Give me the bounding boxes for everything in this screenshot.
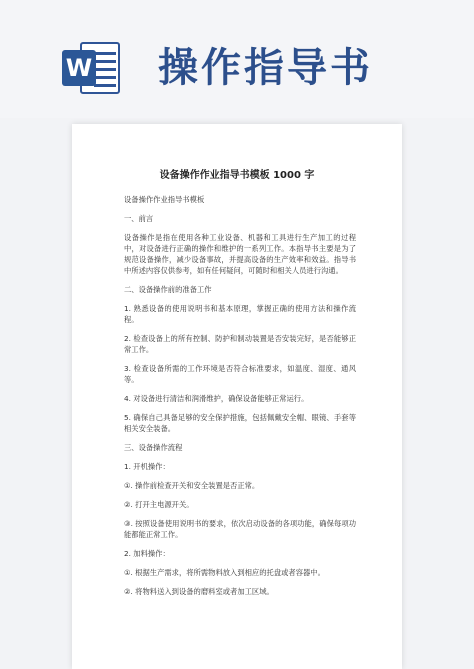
sub-heading-startup: 1. 开机操作：	[124, 462, 170, 471]
paragraph-step: ①. 根据生产需求，将所需物料放入到相应的托盘或者容器中。	[124, 568, 325, 577]
paragraph-step: ②. 将物料送入到设备的磨料室或者加工区域。	[124, 587, 274, 596]
paragraph-item: 4. 对设备进行清洁和润滑维护，确保设备能够正常运行。	[124, 394, 309, 403]
paragraph-preface: 设备操作是指在使用各种工业设备、机器和工具进行生产加工的过程中，对设备进行正确的操作和维护的一系列工作。本指导书主要是为了规范设备操作，减少设备事故，并提高设备的生产效率和效益。指导书中所述内容仅供参考，如有任何疑问，可随时和相关人员进行沟通。	[124, 233, 356, 275]
document-page	[72, 124, 402, 669]
paragraph-item: 5. 确保自己具备足够的安全保护措施，包括佩戴安全帽、眼镜、手套等相关安全装备。	[124, 413, 356, 433]
word-app-icon	[62, 38, 122, 98]
paragraph-item: 3. 检查设备所需的工作环境是否符合标准要求，如温度、湿度、通风等。	[124, 364, 356, 384]
document-body	[124, 194, 356, 605]
paragraph-step: ②. 打开主电源开关。	[124, 500, 194, 509]
document-title: 设备操作作业指导书模板 1000 字	[159, 170, 315, 181]
word-logo-letter: W	[62, 50, 96, 86]
paragraph-item: 2. 检查设备上的所有控制、防护和制动装置是否安装完好，是否能够正常工作。	[124, 334, 356, 354]
section-heading-process: 三、设备操作流程	[124, 443, 183, 452]
paragraph-item: 1. 熟悉设备的使用说明书和基本原理，掌握正确的使用方法和操作流程。	[124, 304, 356, 324]
paragraph-step: ③. 按照设备使用说明书的要求，依次启动设备的各项功能，确保每项功能都能正常工作。	[124, 519, 356, 539]
banner-title: 操作指导书	[158, 45, 373, 91]
sub-heading-feeding: 2. 加料操作：	[124, 549, 170, 558]
paragraph-step: ①. 操作前检查开关和安全装置是否正常。	[124, 481, 260, 490]
section-heading-preparation: 二、设备操作前的准备工作	[124, 285, 212, 294]
section-heading-preface: 一、前言	[124, 214, 154, 223]
header-banner	[0, 0, 474, 118]
paragraph-subtitle: 设备操作作业指导书模板	[124, 195, 205, 204]
